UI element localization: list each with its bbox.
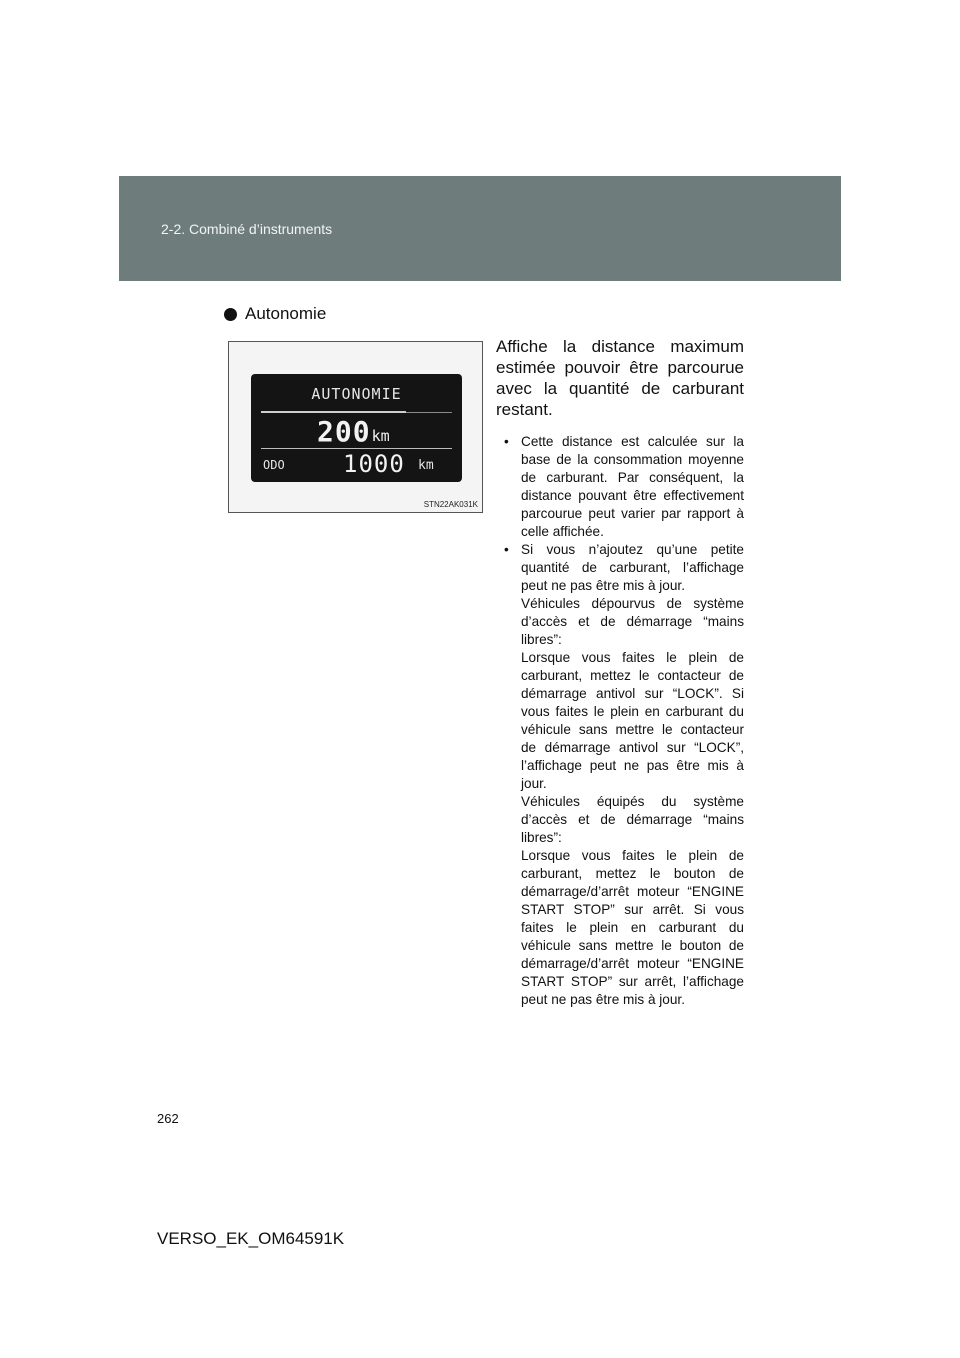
note-bullet: • (504, 542, 509, 557)
topic-heading-text: Autonomie (245, 304, 327, 323)
note-paragraph: Si vous n’ajoutez qu’une petite quantité de carburant, l’affichage peut ne pas être mis à jour. (521, 542, 744, 593)
range-value: 200 (317, 415, 371, 448)
odo-value: 1000 (343, 450, 405, 478)
display-title: AUTONOMIE (311, 385, 402, 403)
page-number: 262 (157, 1111, 179, 1126)
section-title: 2-2. Combiné d’instruments (161, 221, 333, 237)
lead-paragraph: Affiche la distance maximum estimée pouvoir être parcourue avec la quantité de carburant restant. (496, 337, 744, 419)
odo-label: ODO (263, 458, 285, 472)
multi-info-display (251, 374, 462, 482)
note-item (504, 433, 744, 541)
display-divider-lower (261, 448, 452, 449)
note-bullet: • (504, 434, 509, 449)
notes-list (504, 433, 744, 1009)
bullet-dot-icon (224, 308, 237, 321)
display-divider-thin (406, 412, 452, 413)
document-code: VERSO_EK_OM64591K (157, 1229, 345, 1248)
odo-unit: km (418, 458, 434, 473)
section-header-band (119, 176, 841, 281)
range-readout (317, 415, 390, 448)
display-divider (261, 411, 406, 413)
note-paragraph: Véhicules dépourvus de système d’accès et de démarrage “mains libres”: (521, 596, 744, 647)
topic-heading (224, 304, 326, 324)
range-unit: km (371, 427, 390, 445)
note-item (504, 541, 744, 1009)
note-paragraph: Lorsque vous faites le plein de carburant, mettez le bouton de démarrage/d’arrêt moteur “ENGINE START STOP” sur arrêt. Si vous faites le plein en carburant du véhicule sans mettre le bouton de démarrage/d’arrêt moteur “ENGINE START STOP” sur arrêt, l’affichage peut ne pas être mis à jour. (521, 848, 744, 1007)
display-illustration (228, 341, 483, 513)
note-paragraph: Lorsque vous faites le plein de carburant, mettez le contacteur de démarrage antivol sur “LOCK”. Si vous faites le plein en carburant du véhicule sans mettre le contacteur de démarrage antivol sur “LOCK”, l’affichage peut ne pas être mis à jour. (521, 650, 744, 791)
note-paragraph: Véhicules équipés du système d’accès et de démarrage “mains libres”: (521, 794, 744, 845)
figure-code: STN22AK031K (423, 500, 478, 509)
note-paragraph: Cette distance est calculée sur la base de la consommation moyenne de carburant. Par conséquent, la distance pouvant être effectivement parcourue peut varier par rapport à celle affichée. (521, 434, 744, 539)
